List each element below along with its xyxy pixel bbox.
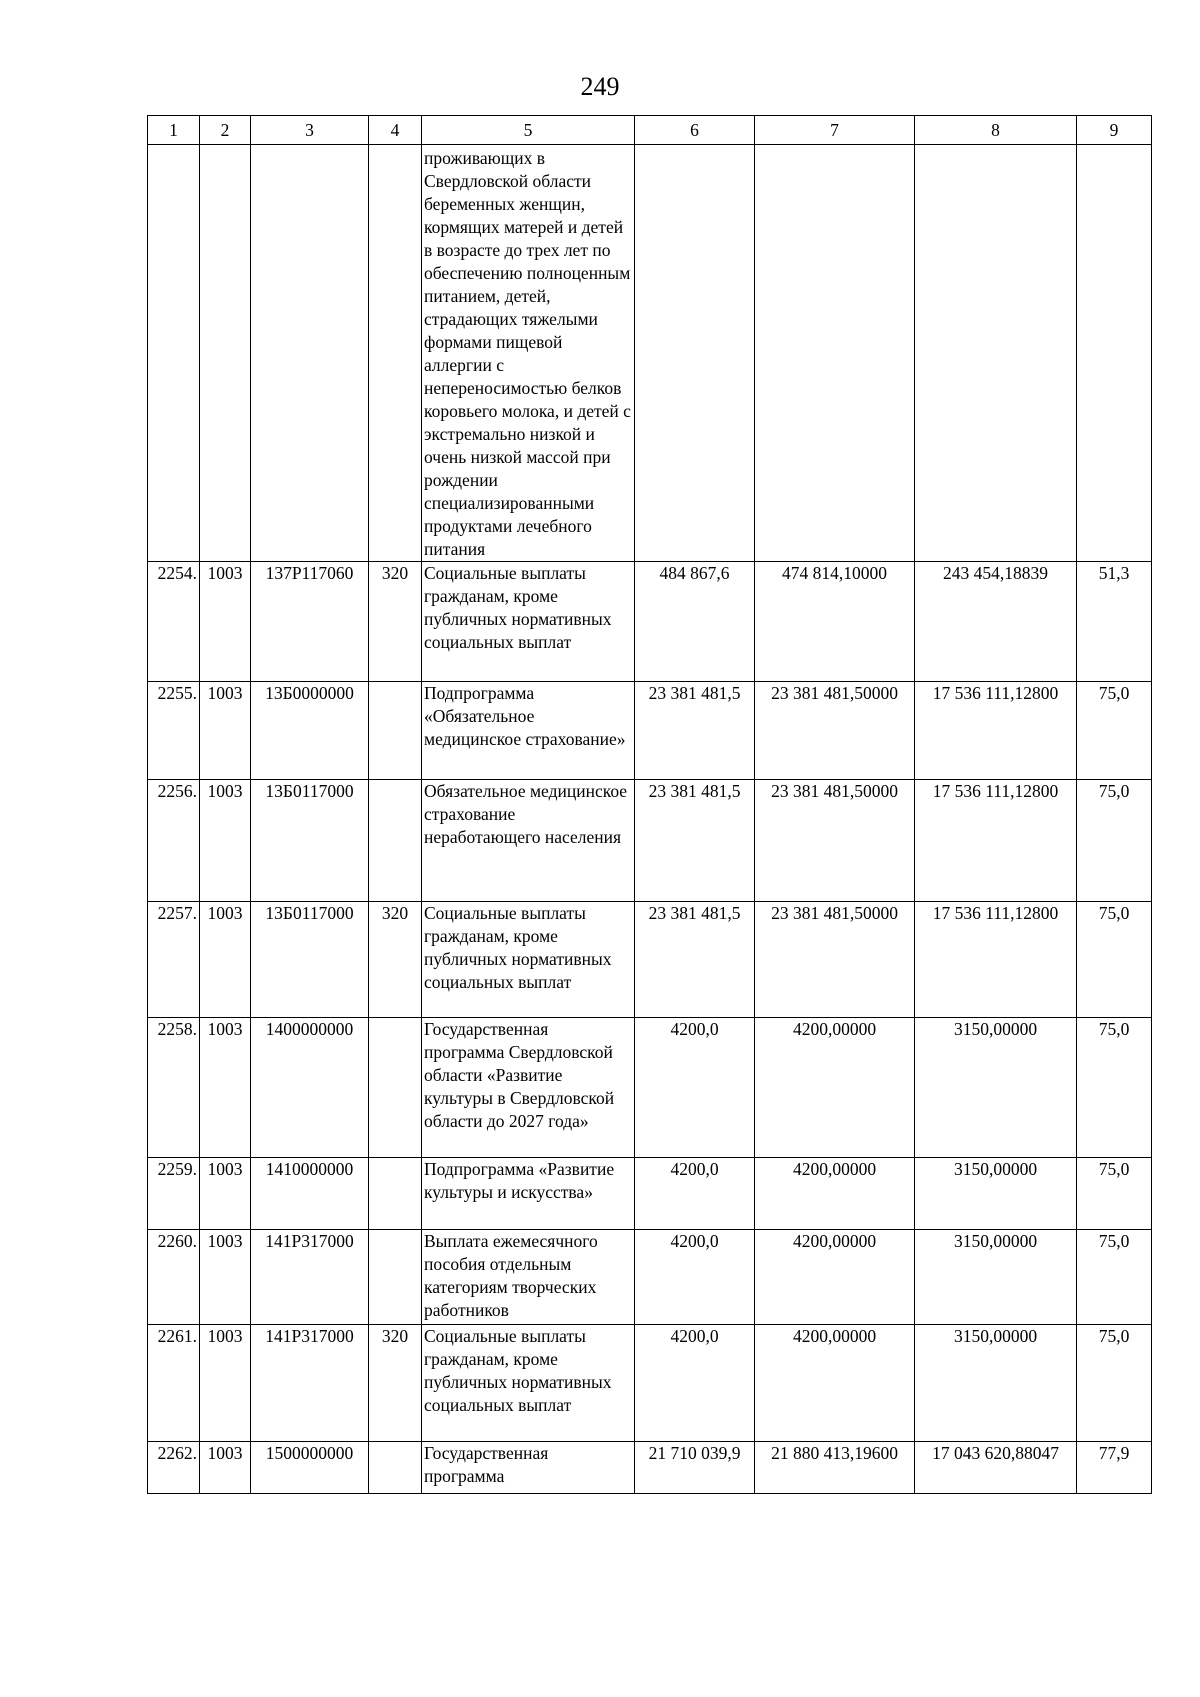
- planned-amount: 4200,00000: [755, 1230, 915, 1325]
- execution-percent: 75,0: [1077, 1325, 1152, 1442]
- target-code: 1500000000: [251, 1442, 369, 1494]
- item-name: Подпрограмма «Обязательное медицинское страхование»: [422, 682, 635, 780]
- column-header: 4: [369, 116, 422, 145]
- row-number: 2257.: [148, 902, 200, 1018]
- planned-amount: 474 814,10000: [755, 562, 915, 682]
- section-code: 1003: [200, 1325, 251, 1442]
- page-number: 249: [580, 72, 620, 101]
- row-number: 2260.: [148, 1230, 200, 1325]
- expense-type: 320: [369, 562, 422, 682]
- row-number: 2261.: [148, 1325, 200, 1442]
- executed-amount: 3150,00000: [915, 1325, 1077, 1442]
- planned-amount: 4200,00000: [755, 1018, 915, 1158]
- section-code: 1003: [200, 562, 251, 682]
- executed-amount: 17 043 620,88047: [915, 1442, 1077, 1494]
- item-name: Социальные выплаты гражданам, кроме публичных нормативных социальных выплат: [422, 902, 635, 1018]
- column-header: 7: [755, 116, 915, 145]
- execution-percent: 75,0: [1077, 1018, 1152, 1158]
- target-code: 1400000000: [251, 1018, 369, 1158]
- target-code: 141Р317000: [251, 1325, 369, 1442]
- table-row: [148, 682, 1152, 780]
- planned-amount: 23 381 481,50000: [755, 682, 915, 780]
- approved-amount: 23 381 481,5: [635, 780, 755, 902]
- table-row: [148, 1325, 1152, 1442]
- expense-type: 320: [369, 902, 422, 1018]
- table-row: [148, 1158, 1152, 1230]
- item-name: Социальные выплаты гражданам, кроме публичных нормативных социальных выплат: [422, 562, 635, 682]
- header-row: [148, 116, 1152, 145]
- executed-amount: 3150,00000: [915, 1018, 1077, 1158]
- continuation-row: [148, 145, 1152, 562]
- execution-percent: 75,0: [1077, 682, 1152, 780]
- expense-type: [369, 780, 422, 902]
- planned-amount: 21 880 413,19600: [755, 1442, 915, 1494]
- section-code: 1003: [200, 1442, 251, 1494]
- column-header: 2: [200, 116, 251, 145]
- execution-percent: 75,0: [1077, 1158, 1152, 1230]
- planned-amount: 4200,00000: [755, 1325, 915, 1442]
- approved-amount: 21 710 039,9: [635, 1442, 755, 1494]
- table-row: [148, 1230, 1152, 1325]
- expense-type: [369, 682, 422, 780]
- budget-table: [147, 115, 1152, 1494]
- execution-percent: 77,9: [1077, 1442, 1152, 1494]
- executed-amount: 17 536 111,12800: [915, 780, 1077, 902]
- column-header: 9: [1077, 116, 1152, 145]
- column-header: 1: [148, 116, 200, 145]
- item-name: Государственная программа Свердловской области «Развитие культуры в Свердловской области до 2027 года»: [422, 1018, 635, 1158]
- target-code: 1410000000: [251, 1158, 369, 1230]
- planned-amount: 4200,00000: [755, 1158, 915, 1230]
- approved-amount: 23 381 481,5: [635, 902, 755, 1018]
- section-code: 1003: [200, 1158, 251, 1230]
- executed-amount: 3150,00000: [915, 1158, 1077, 1230]
- execution-percent: 51,3: [1077, 562, 1152, 682]
- table-row: [148, 1442, 1152, 1494]
- table-row: [148, 562, 1152, 682]
- row-number: 2256.: [148, 780, 200, 902]
- column-header: 5: [422, 116, 635, 145]
- expense-type: [369, 1230, 422, 1325]
- approved-amount: 484 867,6: [635, 562, 755, 682]
- item-name: Подпрограмма «Развитие культуры и искусства»: [422, 1158, 635, 1230]
- expense-type: [369, 1442, 422, 1494]
- row-number: 2255.: [148, 682, 200, 780]
- row-number: 2254.: [148, 562, 200, 682]
- column-header: 3: [251, 116, 369, 145]
- expense-type: [369, 1158, 422, 1230]
- section-code: 1003: [200, 780, 251, 902]
- executed-amount: 243 454,18839: [915, 562, 1077, 682]
- approved-amount: 4200,0: [635, 1230, 755, 1325]
- approved-amount: 4200,0: [635, 1158, 755, 1230]
- row-number: 2259.: [148, 1158, 200, 1230]
- continuation-text: проживающих в Свердловской области беременных женщин, кормящих матерей и детей в возрасте до трех лет по обеспечению полноценным питанием, детей, страдающих тяжелыми формами пищевой аллергии с непереносимостью белков коровьего молока, и детей с экстремально низкой и очень низкой массой при рождении специализированными продуктами лечебного питания: [422, 145, 635, 562]
- table-row: [148, 1018, 1152, 1158]
- target-code: 13Б0117000: [251, 780, 369, 902]
- approved-amount: 4200,0: [635, 1018, 755, 1158]
- section-code: 1003: [200, 1018, 251, 1158]
- target-code: 141Р317000: [251, 1230, 369, 1325]
- approved-amount: 4200,0: [635, 1325, 755, 1442]
- target-code: 13Б0117000: [251, 902, 369, 1018]
- section-code: 1003: [200, 902, 251, 1018]
- table-row: [148, 780, 1152, 902]
- execution-percent: 75,0: [1077, 1230, 1152, 1325]
- planned-amount: 23 381 481,50000: [755, 902, 915, 1018]
- section-code: 1003: [200, 1230, 251, 1325]
- approved-amount: 23 381 481,5: [635, 682, 755, 780]
- item-name: Обязательное медицинское страхование неработающего населения: [422, 780, 635, 902]
- executed-amount: 3150,00000: [915, 1230, 1077, 1325]
- execution-percent: 75,0: [1077, 902, 1152, 1018]
- table-row: [148, 902, 1152, 1018]
- section-code: 1003: [200, 682, 251, 780]
- column-header: 8: [915, 116, 1077, 145]
- expense-type: 320: [369, 1325, 422, 1442]
- item-name: Государственная программа: [422, 1442, 635, 1494]
- planned-amount: 23 381 481,50000: [755, 780, 915, 902]
- execution-percent: 75,0: [1077, 780, 1152, 902]
- expense-type: [369, 1018, 422, 1158]
- item-name: Выплата ежемесячного пособия отдельным категориям творческих работников: [422, 1230, 635, 1325]
- target-code: 13Б0000000: [251, 682, 369, 780]
- row-number: 2258.: [148, 1018, 200, 1158]
- executed-amount: 17 536 111,12800: [915, 902, 1077, 1018]
- item-name: Социальные выплаты гражданам, кроме публичных нормативных социальных выплат: [422, 1325, 635, 1442]
- column-header: 6: [635, 116, 755, 145]
- target-code: 137Р117060: [251, 562, 369, 682]
- row-number: 2262.: [148, 1442, 200, 1494]
- executed-amount: 17 536 111,12800: [915, 682, 1077, 780]
